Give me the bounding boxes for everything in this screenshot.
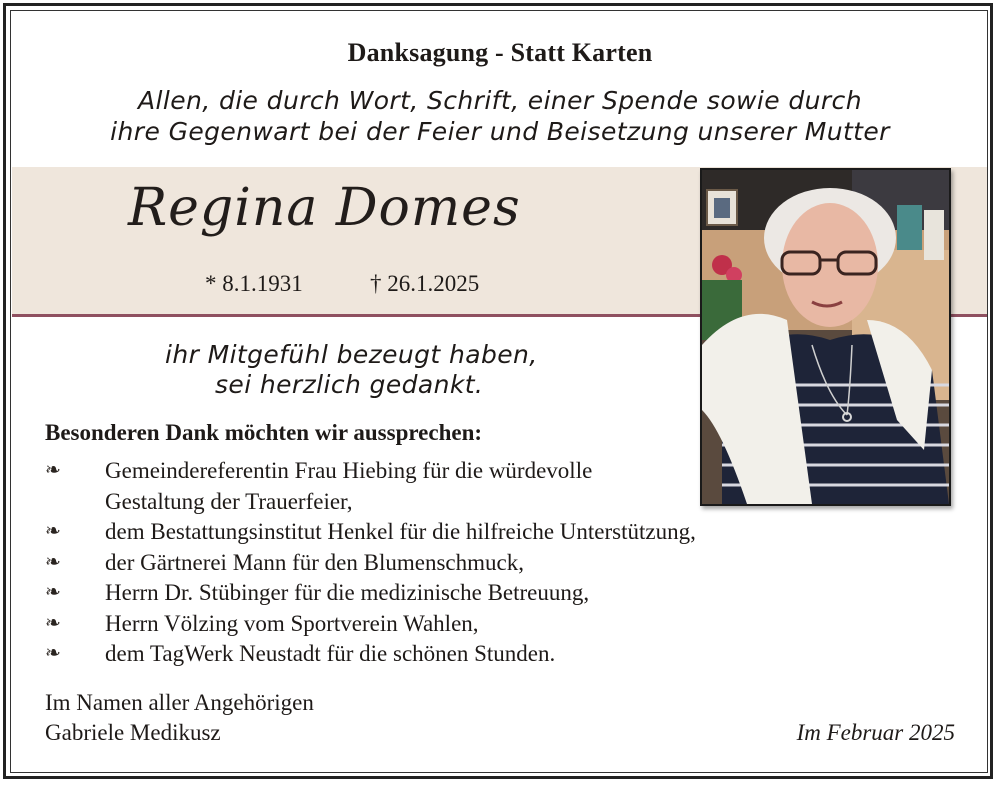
list-item bbox=[45, 609, 696, 640]
list-item bbox=[45, 578, 696, 609]
list-item-text: Gestaltung der Trauerfeier, bbox=[105, 488, 353, 514]
signature-name: Gabriele Medikusz bbox=[45, 720, 221, 745]
birth-date: * 8.1.1931 bbox=[205, 271, 303, 296]
intro-line-1: Allen, die durch Wort, Schrift, einer Spende sowie durch bbox=[138, 86, 862, 115]
list-item bbox=[45, 456, 696, 487]
list-item-text: Herrn Völzing vom Sportverein Wahlen, bbox=[105, 610, 479, 636]
portrait-photo bbox=[700, 168, 951, 506]
signature-line-1: Im Namen aller Angehörigen bbox=[45, 690, 314, 715]
ornament-bullet-icon: ❧ bbox=[45, 460, 61, 481]
ornament-bullet-icon: ❧ bbox=[45, 643, 61, 664]
list-item-text: der Gärtnerei Mann für den Blumenschmuck, bbox=[105, 549, 524, 575]
notice-date: Im Februar 2025 bbox=[796, 720, 955, 745]
portrait-illustration bbox=[702, 170, 949, 504]
ornament-bullet-icon: ❧ bbox=[45, 582, 61, 603]
ornament-bullet-icon: ❧ bbox=[45, 521, 61, 542]
ornament-bullet-icon: ❧ bbox=[45, 612, 61, 634]
heading: Danksagung - Statt Karten bbox=[347, 38, 653, 67]
list-item-text: dem Bestattungsinstitut Henkel für die hilfreiche Unterstützung, bbox=[105, 519, 696, 544]
death-date: † 26.1.2025 bbox=[370, 271, 480, 296]
list-item-text: Herrn Dr. Stübinger für die medizinische Betreuung, bbox=[105, 580, 590, 605]
thanks-line-2: sei herzlich gedankt. bbox=[215, 370, 484, 399]
thanks-line-1: ihr Mitgefühl bezeugt haben, bbox=[165, 340, 538, 369]
list-item bbox=[45, 517, 696, 548]
special-thanks-heading: Besonderen Dank möchten wir aussprechen: bbox=[45, 420, 483, 445]
list-item bbox=[45, 639, 696, 670]
ornament-bullet-icon: ❧ bbox=[45, 551, 61, 573]
intro-line-2: ihre Gegenwart bei der Feier und Beisetzung unserer Mutter bbox=[110, 117, 890, 146]
list-item-text: dem TagWerk Neustadt für die schönen Stunden. bbox=[105, 641, 556, 666]
list-item bbox=[45, 548, 696, 579]
list-item-continuation bbox=[45, 487, 696, 518]
deceased-name: Regina Domes bbox=[128, 178, 521, 238]
special-thanks-list bbox=[45, 456, 696, 670]
list-item-text: Gemeindereferentin Frau Hiebing für die würdevolle bbox=[105, 458, 593, 483]
